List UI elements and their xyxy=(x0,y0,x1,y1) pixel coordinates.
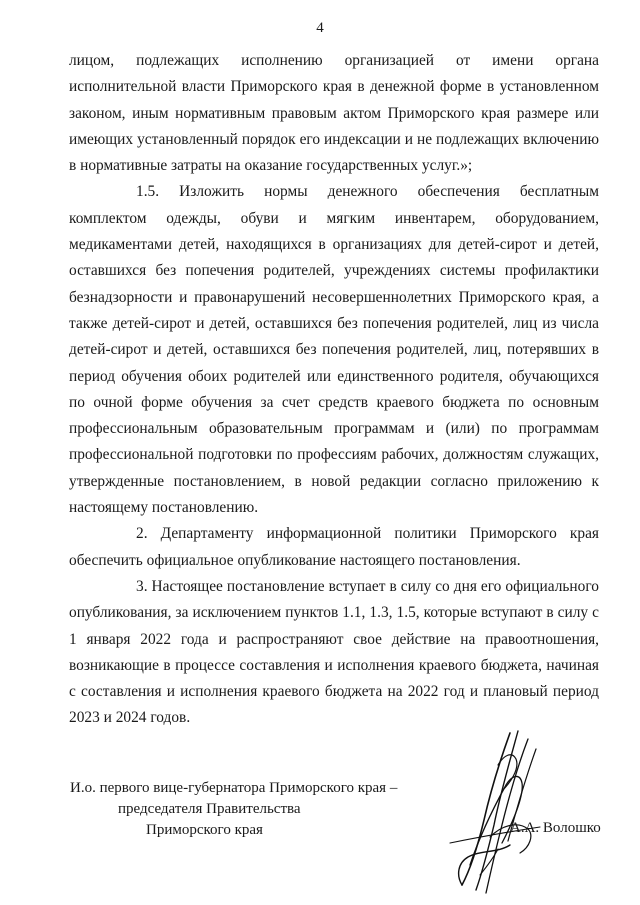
signatory-position-line-3: Приморского края xyxy=(146,822,263,838)
signatory-position-line-1: И.о. первого вице-губернатора Приморского края – xyxy=(70,780,398,796)
handwritten-signature xyxy=(440,725,560,895)
signer-name: А.А. Волошко xyxy=(510,820,601,836)
paragraph-item-1-5: 1.5. Изложить нормы денежного обеспечения бесплатным комплектом одежды, обуви и мягким инвентарем, оборудованием, медикаментами детей, находящихся в организациях для детей-сирот и детей, оставшихся без попечения родителей, учреждениях системы профилактики безнадзорности и правонарушений несовершеннолетних Приморского края, а также детей-сирот и детей, оставшихся без попечения родителей, лиц из числа детей-сирот и детей, оставшихся без попечения родителей, лиц, потерявших в период обучения обоих родителей или единственного родителя, обучающихся по очной форме обучения за счет средств краевого бюджета по основным профессиональным образовательным программам и (или) по программам профессиональной подготовки по профессиям рабочих, должностям служащих, утвержденные постановлением, в новой редакции согласно приложению к настоящему постановлению. xyxy=(69,183,599,517)
document-body xyxy=(69,48,599,732)
paragraph-item-3: 3. Настоящее постановление вступает в силу со дня его официального опубликования, за исключением пунктов 1.1, 1.3, 1.5, которые вступают в силу с 1 января 2022 года и распространяют свое действие на правоотношения, возникающие в процессе составления и исполнения краевого бюджета, начиная с составления и исполнения краевого бюджета на 2022 год и плановый период 2023 и 2024 годов. xyxy=(69,577,599,727)
page-number: 4 xyxy=(316,20,324,36)
paragraph-item-2: 2. Департаменту информационной политики Приморского края обеспечить официальное опубликование настоящего постановления. xyxy=(69,525,599,569)
paragraph-continuation: лицом, подлежащих исполнению организацией от имени органа исполнительной власти Приморского края в денежной форме в установленном законом, иным нормативным правовым актом Приморского края размере или имеющих установленный порядок его индексации и не подлежащих включению в нормативные затраты на оказание государственных услуг.»; xyxy=(69,52,599,175)
signatory-position-line-2: председателя Правительства xyxy=(118,801,301,817)
